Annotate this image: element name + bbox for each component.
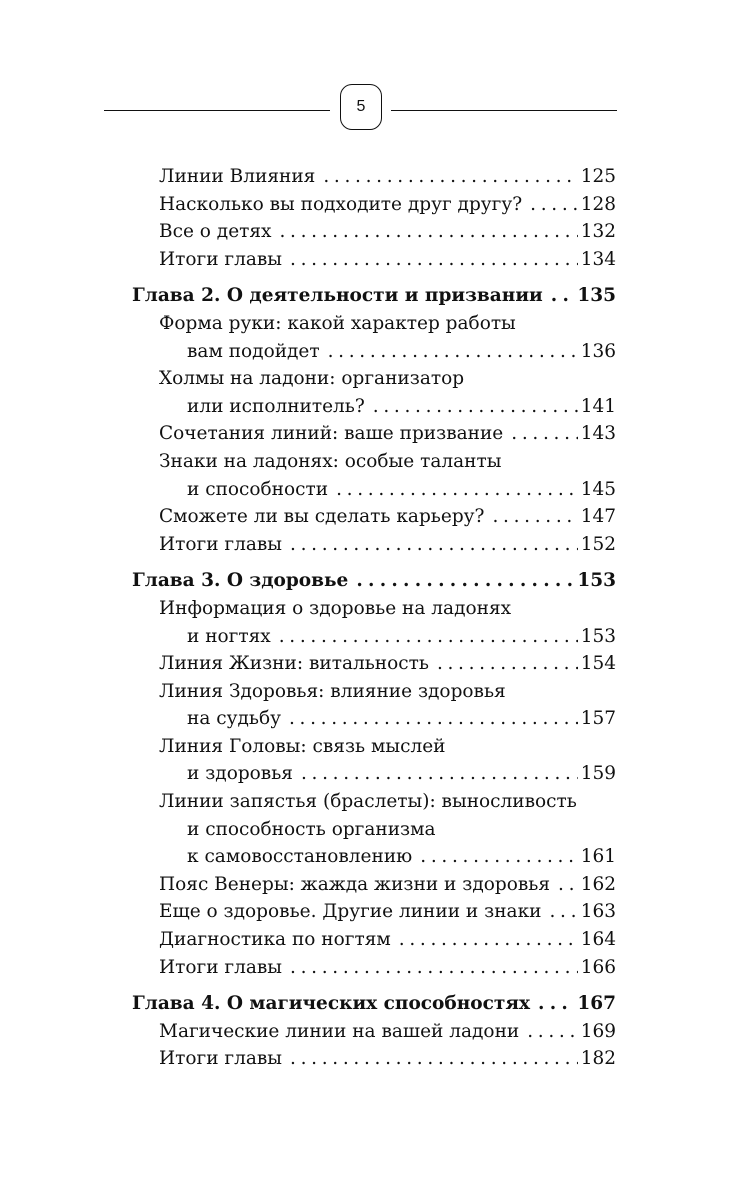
toc-entry-line[interactable]: Холмы на ладони: организатор: [159, 368, 465, 390]
toc-entry[interactable]: [132, 1018, 616, 1046]
toc-chapter-2[interactable]: [132, 282, 616, 310]
dot-leader: [290, 954, 578, 982]
chapter-title: Глава 2. О деятельности и призвании: [132, 285, 543, 307]
dot-leader: [437, 650, 578, 678]
toc-entry-line[interactable]: и способность организма: [187, 818, 436, 840]
toc-entry-title: Линия Жизни: витальность: [159, 653, 429, 675]
toc-entry[interactable]: [132, 218, 616, 246]
dot-leader: [549, 898, 577, 926]
toc-entry-page: 169: [580, 1020, 616, 1042]
dot-leader: [290, 246, 578, 274]
toc-entry-page: 132: [580, 221, 616, 243]
toc-entry[interactable]: [132, 531, 616, 559]
toc-entry-title: Сочетания линий: ваше призвание: [159, 423, 504, 445]
page-number: 5: [340, 84, 382, 130]
toc-entry-page: 136: [580, 340, 616, 362]
dot-leader: [279, 623, 578, 651]
toc-chapter-3[interactable]: [132, 567, 616, 595]
dot-leader: [420, 843, 577, 871]
toc-entry-title: или исполнитель?: [187, 395, 365, 417]
dot-leader: [373, 393, 578, 421]
toc-entry-page: 154: [580, 653, 616, 675]
toc-entry-title: и ногтях: [187, 625, 271, 647]
toc-entry[interactable]: [132, 623, 616, 651]
toc-entry[interactable]: [132, 954, 616, 982]
dot-leader: [356, 567, 574, 595]
toc-entry-title: Линии Влияния: [159, 166, 316, 187]
toc-entry-page: 152: [580, 533, 616, 555]
toc-entry[interactable]: [132, 843, 616, 871]
toc-entry-page: 182: [580, 1048, 616, 1070]
toc-entry-page: 157: [580, 708, 616, 730]
toc-entry-title: на судьбу: [187, 708, 281, 730]
page-header: [104, 84, 617, 134]
dot-leader: [558, 871, 578, 899]
toc-entry-page: 128: [580, 193, 616, 215]
toc-entry[interactable]: [132, 338, 616, 366]
chapter-page: 153: [577, 570, 616, 592]
toc-entry[interactable]: [132, 898, 616, 926]
toc-entry[interactable]: [132, 163, 616, 191]
toc-entry-title: и здоровья: [187, 763, 293, 785]
dot-leader: [289, 705, 578, 733]
toc-entry-page: 162: [580, 873, 616, 895]
dot-leader: [336, 476, 578, 504]
toc-entry[interactable]: [132, 246, 616, 274]
dot-leader: [551, 282, 575, 310]
toc-entry-page: 153: [580, 625, 616, 647]
toc-entry-title: Итоги главы: [159, 248, 283, 270]
toc-entry[interactable]: [132, 705, 616, 733]
dot-leader: [323, 163, 577, 191]
dot-leader: [301, 760, 578, 788]
toc-entry[interactable]: [132, 420, 616, 448]
toc-entry-title: Пояс Венеры: жажда жизни и здоровья: [159, 873, 551, 895]
toc-entry-title: Итоги главы: [159, 533, 283, 555]
toc-entry-line[interactable]: Линии запястья (браслеты): выносливость: [159, 791, 577, 813]
toc-entry-title: и способности: [187, 478, 329, 500]
toc-entry-title: вам подойдет: [187, 340, 320, 362]
toc-entry-page: 161: [580, 846, 616, 868]
toc-entry-line[interactable]: Форма руки: какой характер работы: [159, 312, 516, 334]
toc-entry[interactable]: [132, 650, 616, 678]
toc-entry-page: 163: [580, 901, 616, 923]
toc-entry-page: 147: [580, 506, 616, 528]
toc-entry-page: 143: [580, 423, 616, 445]
toc-entry-page: 164: [580, 929, 616, 951]
toc-entry[interactable]: [132, 760, 616, 788]
dot-leader: [538, 990, 574, 1018]
dot-leader: [290, 531, 578, 559]
dot-leader: [290, 1045, 578, 1073]
toc-entry-page: 145: [580, 478, 616, 500]
toc-entry-page: 141: [580, 395, 616, 417]
toc-chapter-4[interactable]: [132, 990, 616, 1018]
toc-entry-page: 125: [580, 166, 616, 187]
toc-entry-line[interactable]: Линия Головы: связь мыслей: [159, 735, 446, 757]
toc-entry[interactable]: [132, 393, 616, 421]
toc-entry-title: Диагностика по ногтям: [159, 929, 391, 951]
header-rule-left: [104, 110, 330, 111]
toc-entry-line[interactable]: Информация о здоровье на ладонях: [159, 597, 512, 619]
toc-entry-title: Еще о здоровье. Другие линии и знаки: [159, 901, 542, 923]
toc-entry-page: 159: [580, 763, 616, 785]
chapter-title: Глава 3. О здоровье: [132, 570, 349, 592]
dot-leader: [530, 191, 578, 219]
dot-leader: [527, 1018, 577, 1046]
dot-leader: [492, 503, 577, 531]
toc-entry-title: к самовосстановлению: [187, 846, 413, 868]
toc-entry-title: Магические линии на вашей ладони: [159, 1020, 520, 1042]
toc-entry[interactable]: [132, 476, 616, 504]
header-rule-right: [391, 110, 617, 111]
toc-entry[interactable]: [132, 926, 616, 954]
toc-entry-line[interactable]: Знаки на ладонях: особые таланты: [159, 450, 502, 472]
dot-leader: [279, 218, 577, 246]
toc-entry-line[interactable]: Линия Здоровья: влияние здоровья: [159, 680, 506, 702]
toc-entry[interactable]: [132, 503, 616, 531]
toc-entry-title: Итоги главы: [159, 1048, 283, 1070]
toc-entry-title: Итоги главы: [159, 956, 283, 978]
toc-entry[interactable]: [132, 1045, 616, 1073]
toc-entry-page: 134: [580, 248, 616, 270]
chapter-title: Глава 4. О магических способностях: [132, 993, 531, 1015]
chapter-gap: [132, 558, 616, 567]
dot-leader: [328, 338, 578, 366]
dot-leader: [399, 926, 578, 954]
chapter-page: 167: [577, 993, 616, 1015]
toc-entry-title: Все о детях: [159, 221, 272, 243]
chapter-gap: [132, 981, 616, 990]
dot-leader: [511, 420, 577, 448]
toc-entry-title: Насколько вы подходите друг другу?: [159, 193, 523, 215]
toc-entry[interactable]: [132, 191, 616, 219]
toc-entry-title: Сможете ли вы сделать карьеру?: [159, 506, 485, 528]
toc-entry-page: 166: [580, 956, 616, 978]
chapter-gap: [132, 273, 616, 282]
chapter-page: 135: [577, 285, 616, 307]
table-of-contents: [132, 163, 616, 1073]
toc-entry[interactable]: [132, 871, 616, 899]
